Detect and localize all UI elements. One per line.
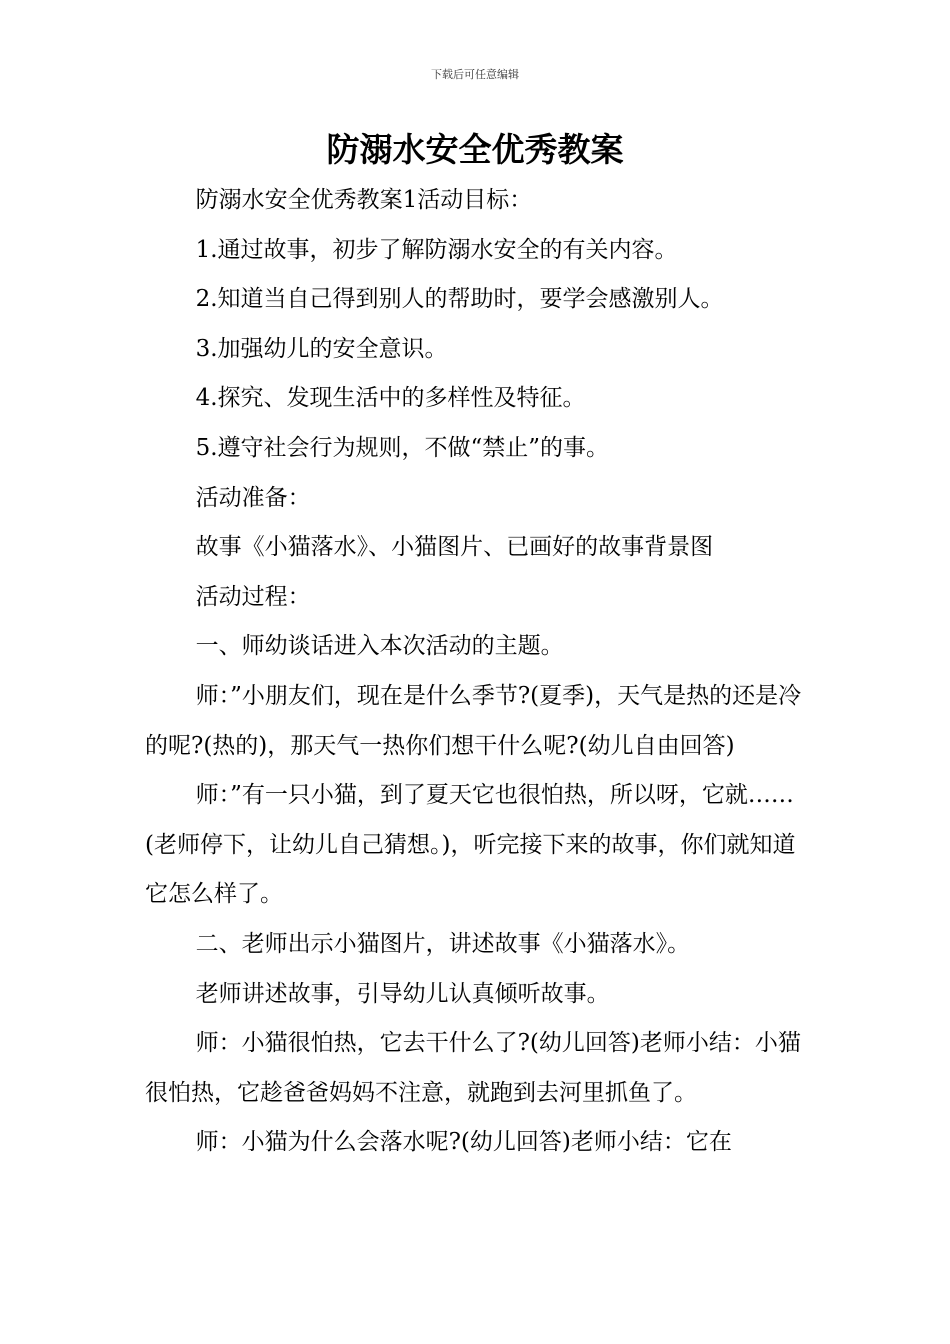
paragraph: 师：小猫为什么会落水呢?(幼儿回答)老师小结：它在 [195,1129,732,1156]
header-note: 下载后可任意编辑 [431,68,519,81]
paragraph: 老师讲述故事，引导幼儿认真倾听故事。 [195,980,610,1007]
paragraph: 2.知道当自己得到别人的帮助时，要学会感激别人。 [195,286,724,313]
paragraph: 4.探究、发现生活中的多样性及特征。 [195,385,586,412]
paragraph: 活动准备： [195,484,311,511]
paragraph: 师：”有一只小猫，到了夏天它也很怕热，所以呀，它就……(老师停下，让幼儿自己猜想。)，听完接下来的故事，你们就知道它怎么样了。 [145,782,796,908]
document-body [145,176,810,1168]
paragraph: 1.通过故事，初步了解防溺水安全的有关内容。 [195,236,678,263]
paragraph: 3.加强幼儿的安全意识。 [195,335,448,362]
paragraph: 活动过程： [195,583,311,610]
paragraph: 防溺水安全优秀教案1活动目标： [195,187,533,213]
paragraph: 一、师幼谈话进入本次活动的主题。 [195,633,564,660]
paragraph: 师：”小朋友们，现在是什么季节?(夏季)，天气是热的还是冷的呢?(热的)，那天气一热你们想干什么呢?(幼儿自由回答) [145,682,802,759]
paragraph: 5.遵守社会行为规则，不做“禁止”的事。 [195,434,610,461]
document-title: 防溺水安全优秀教案 [326,130,624,169]
paragraph: 师：小猫很怕热，它去干什么了?(幼儿回答)老师小结：小猫很怕热，它趁爸爸妈妈不注意，就跑到去河里抓鱼了。 [145,1030,801,1106]
paragraph: 故事《小猫落水》、小猫图片、已画好的故事背景图 [195,534,714,561]
paragraph: 二、老师出示小猫图片，讲述故事《小猫落水》。 [195,930,691,957]
